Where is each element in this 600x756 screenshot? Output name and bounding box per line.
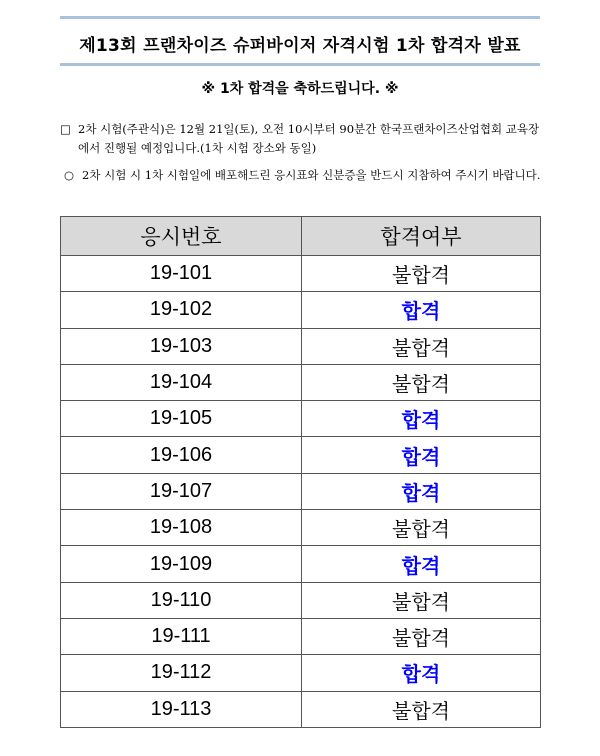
title-box [60,16,540,66]
table-row [61,582,541,618]
exam-number-cell: 19-104 [61,364,302,400]
notice-text: 2차 시험 시 1차 시험일에 배포해드린 응시표와 신분증을 반드시 지참하여 주시기 바랍니다. [82,168,541,182]
square-bullet-icon: □ [60,122,71,136]
table-row [61,691,541,727]
table-row [61,401,541,437]
table-row [61,437,541,473]
table-row [61,655,541,691]
table-header-row [61,217,541,256]
pass-status-cell: 합격 [302,292,541,328]
results-table [60,216,541,728]
table-row [61,546,541,582]
table-row [61,328,541,364]
pass-status-cell: 합격 [302,655,541,691]
exam-number-cell: 19-102 [61,292,302,328]
pass-status-cell: 합격 [302,546,541,582]
table-row [61,292,541,328]
table-row [61,256,541,292]
notice-text: 2차 시험(주관식)은 12월 21일(토), 오전 10시부터 90분간 한국프랜차이즈산업협회 교육장에서 진행될 예정입니다.(1차 시험 장소와 동일) [78,122,540,155]
fail-status-cell: 불합격 [302,582,541,618]
table-row [61,364,541,400]
fail-status-cell: 불합격 [302,691,541,727]
exam-number-cell: 19-105 [61,401,302,437]
exam-number-cell: 19-110 [61,582,302,618]
header-pass-status: 합격여부 [302,217,541,256]
notice-exam-schedule [60,120,550,158]
circle-bullet-icon: ○ [64,168,75,182]
pass-status-cell: 합격 [302,473,541,509]
table-row [61,510,541,546]
fail-status-cell: 불합격 [302,618,541,654]
exam-number-cell: 19-111 [61,618,302,654]
table-body [61,256,541,728]
congratulations-subtitle: ※ 1차 합격을 축하드립니다. ※ [201,81,399,97]
fail-status-cell: 불합격 [302,256,541,292]
exam-number-cell: 19-108 [61,510,302,546]
pass-status-cell: 합격 [302,401,541,437]
fail-status-cell: 불합격 [302,510,541,546]
notice-bring-id [64,166,550,185]
exam-number-cell: 19-106 [61,437,302,473]
page-title: 제13회 프랜차이즈 슈퍼바이저 자격시험 1차 합격자 발표 [79,36,521,56]
exam-number-cell: 19-103 [61,328,302,364]
exam-number-cell: 19-113 [61,691,302,727]
exam-number-cell: 19-109 [61,546,302,582]
exam-number-cell: 19-107 [61,473,302,509]
header-exam-number: 응시번호 [61,217,302,256]
exam-number-cell: 19-101 [61,256,302,292]
fail-status-cell: 불합격 [302,364,541,400]
table-row [61,473,541,509]
fail-status-cell: 불합격 [302,328,541,364]
exam-number-cell: 19-112 [61,655,302,691]
table-row [61,618,541,654]
pass-status-cell: 합격 [302,437,541,473]
